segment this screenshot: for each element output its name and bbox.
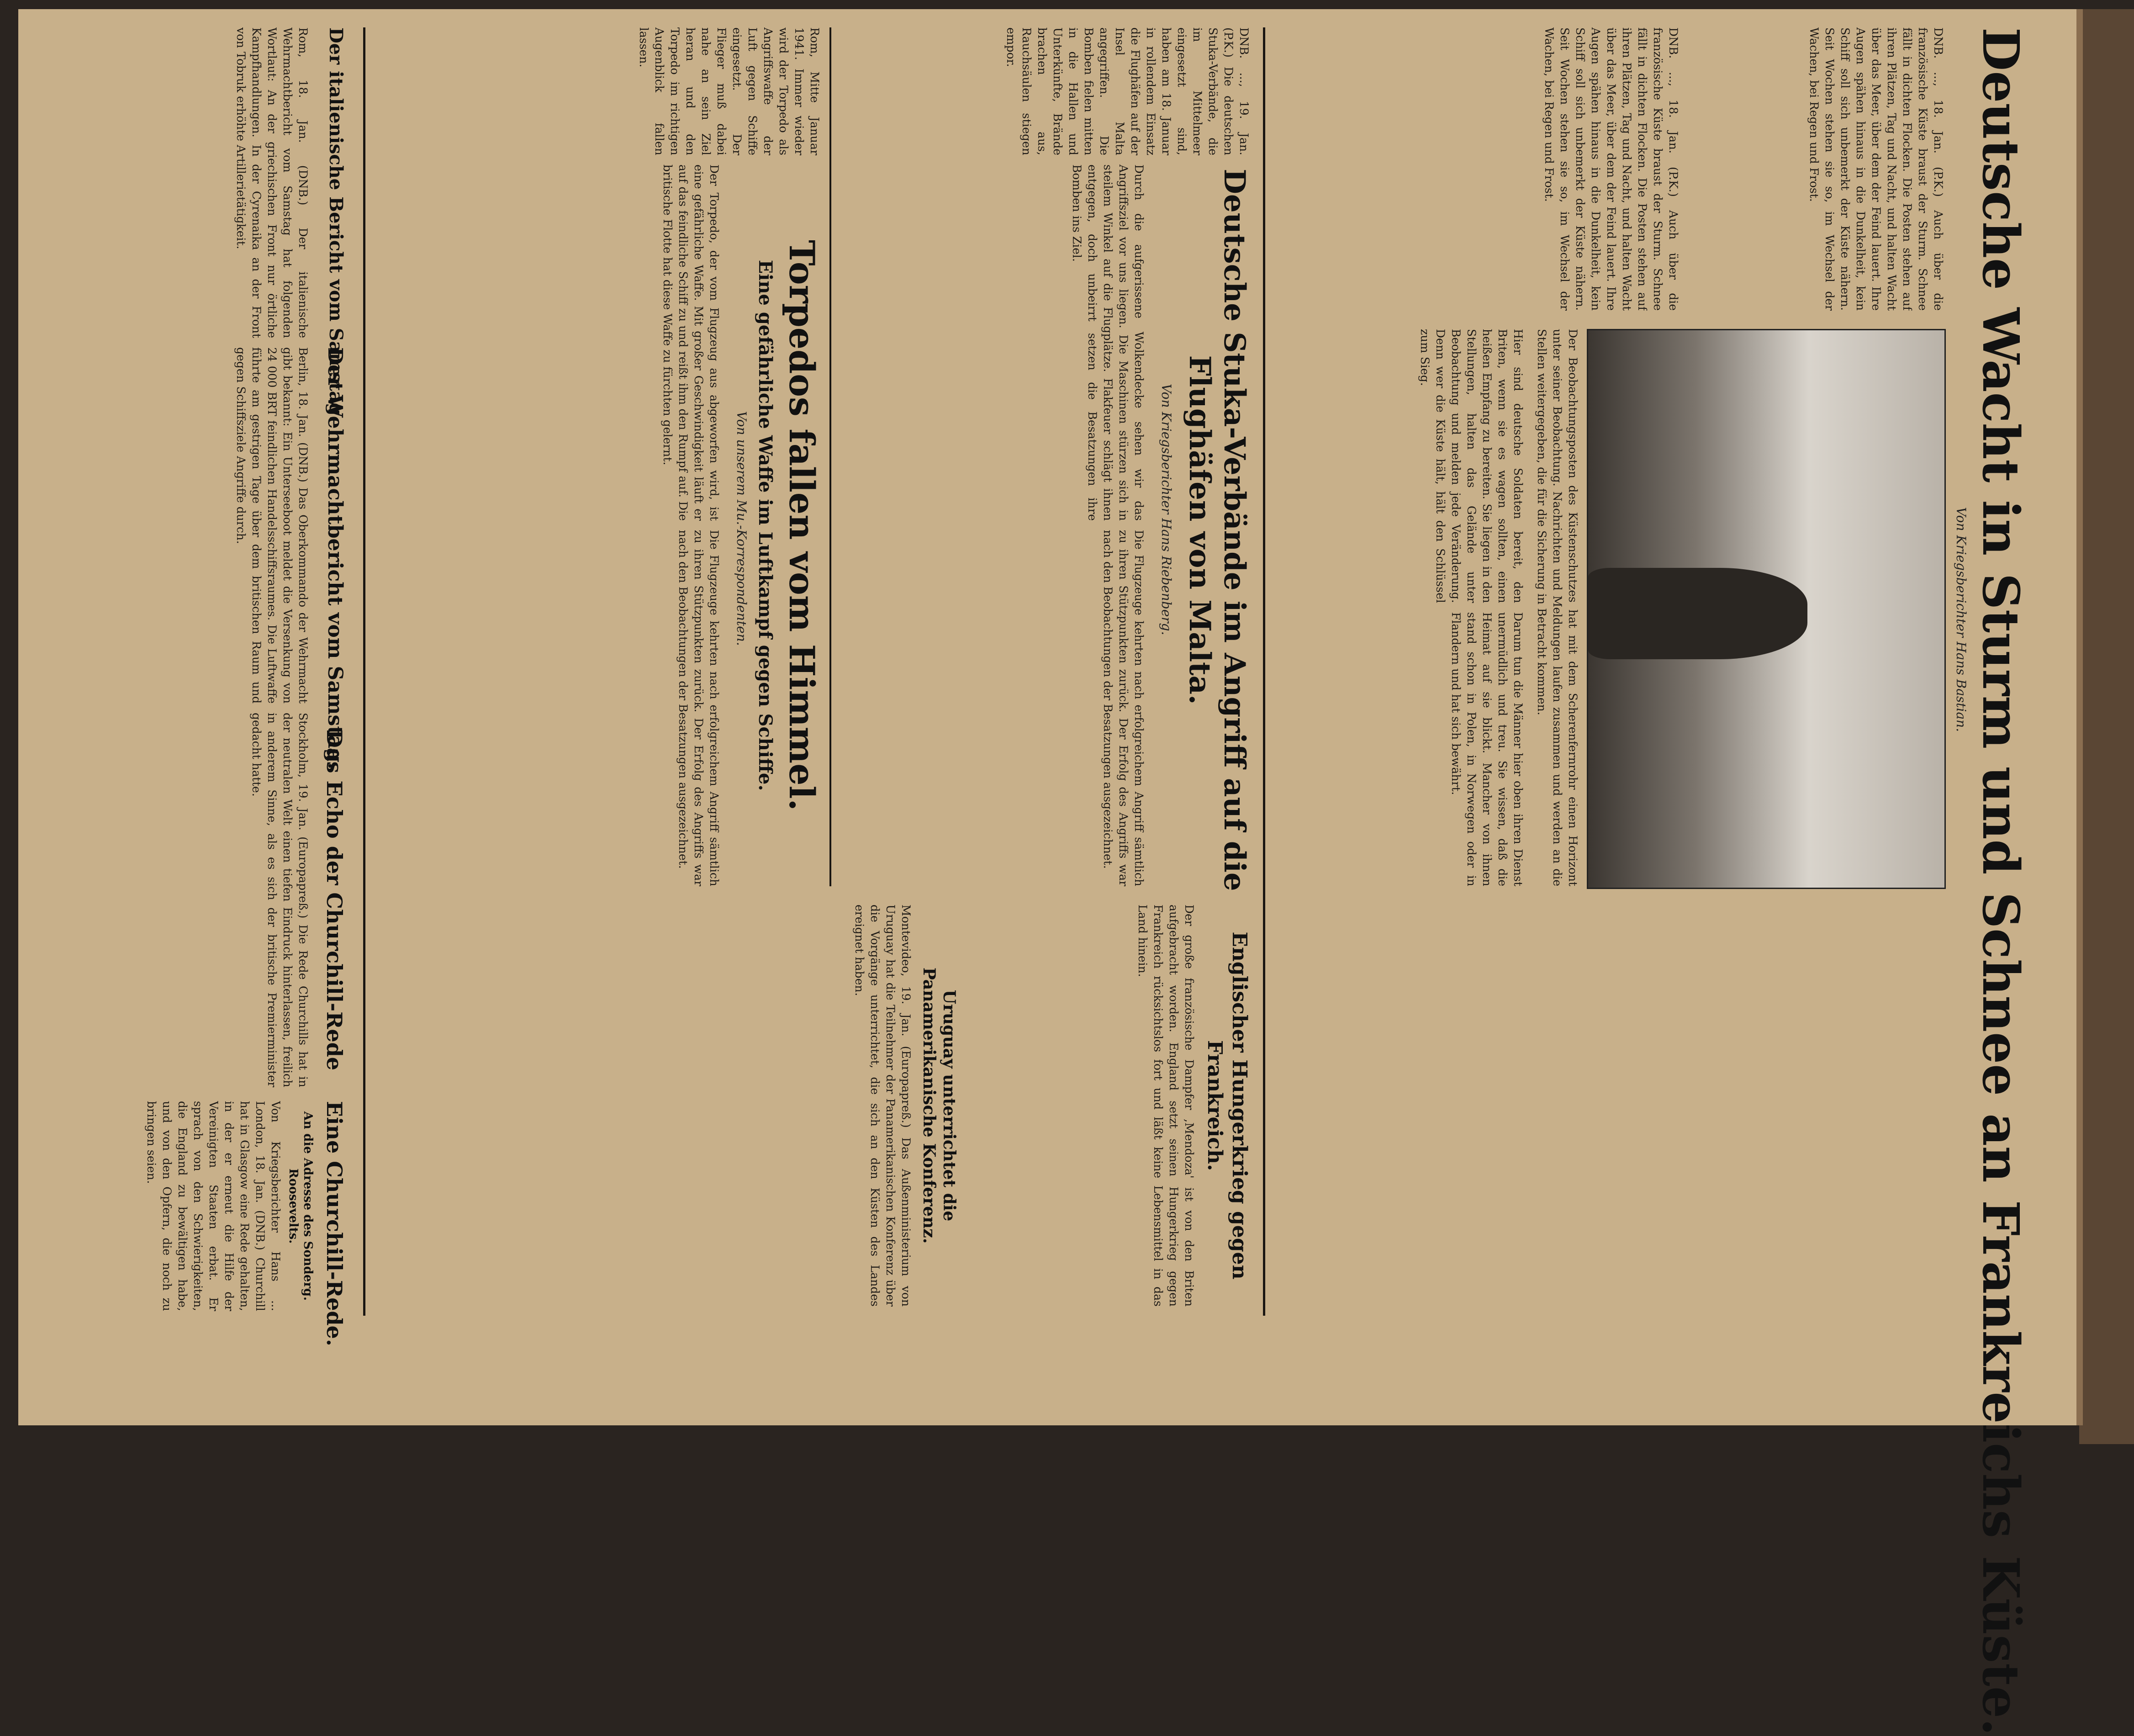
main-col-4: Darum tun die Männer hier oben ihren Dienst unermüdlich und treu. Sie wissen, daß die Heimat auf sie blickt. Mancher von ihnen stand schon in Polen, in Norwegen oder in Flandern und hat sich bewährt. — [1449, 612, 1525, 886]
byline-main: Von Kriegsberichter Hans Bastian. — [1954, 507, 1969, 732]
headline-echo: Das Echo der Churchill-Rede — [322, 729, 347, 1071]
headline-italien: Der italienische Bericht vom Samstag. — [325, 27, 347, 422]
headline-hungerkrieg: Englischer Hungerkrieg gegen Frankreich. — [1203, 932, 1251, 1280]
left-col-1: Von Kriegsberichter Hans ... London, 18. Jan. (DNB.) Churchill hat in Glasgow eine Rede gehalten, in der er erneut die Hilfe der Vereinigten Staaten erbat. Er sprach von den Schwierigkeiten, die England zu bewältigen habe, und von den Opfern, die noch zu bringen seien. — [145, 1101, 282, 1311]
page-edge — [2079, 9, 2134, 1444]
subhead-torpedo: Eine gefährliche Waffe im Luftkampf gegen Schiffe. — [755, 259, 776, 791]
main-col-3: Hier sind deutsche Soldaten bereit, den Briten, wenn sie es wagen sollten, einen heißen Empfang zu bereiten. Sie liegen in den Stellungen, halten das Gelände unter Beobachtung und melden jede Veränderung. Denn wer die Küste hält, hält den Schlüssel zum Sieg. — [1418, 329, 1525, 603]
headline-wehrmacht: Der Wehrmachtbericht vom Samstag. — [323, 347, 347, 770]
byline-torpedo: Von unserem Mu.-Korrespondenten. — [734, 411, 749, 646]
subhead-churchill-rede: An die Adresse des Sonderg. Roosevelts. — [286, 1111, 315, 1301]
main-col-5: DNB. ..., 18. Jan. (P.K.) Auch über die französische Küste braust der Sturm. Schnee fällt in dichten Flocken. Die Posten stehen auf ihren Plätzen, Tag und Nacht, und halten Wacht über das Meer, über dem der Feind lauert. Ihre Augen spähen hinaus in die Dunkelheit, kein Schiff soll sich unbemerkt der Küste nähern. Seit Wochen stehen sie so, im Wechsel der Wachen, bei Regen und Frost. — [1542, 27, 1680, 311]
headline-stuka: Deutsche Stuka-Verbände im Angriff auf die Flughäfen von Malta. — [1183, 169, 1252, 891]
newspaper-page — [18, 9, 2083, 1736]
divider-left — [363, 27, 365, 1316]
divider-torpedo — [829, 27, 831, 886]
left-col-2: Stockholm, 19. Jan. (Europapreß.) Die Rede Churchills hat in der neutralen Welt einen tiefen Eindruck hinterlassen, freilich in anderem Sinne, als es sich der britische Premierminister gedacht hatte. — [250, 713, 310, 1087]
hunger-col-2: Montevideo, 19. Jan. (Europapreß.) Das Außenministerium von Uruguay hat die Teilnehmer der Panamerikanischen Konferenz über die Vorgänge unterrichtet, die sich an den Küsten des Landes ereignet haben. — [853, 905, 913, 1307]
hunger-col-1: Der große französische Dampfer ,Mendoza' ist von den Briten aufgebracht worden. England setzt seinen Hungerkrieg gegen Frankreich rücksichtslos fort und läßt keine Lebensmittel in das Land hinein. — [1136, 905, 1196, 1307]
rotated-content — [50, 27, 2037, 1736]
headline-churchill-rede: Eine Churchill-Rede. — [322, 1101, 347, 1346]
divider-main — [1263, 27, 1265, 1316]
stuka-col-1: DNB. ..., 19. Jan. (P.K.) Die deutschen Stuka-Verbände, die im Mittelmeer eingesetzt sind, haben am 18. Januar in rollendem Einsatz die Flughäfen auf der Insel Malta angegriffen. Die Bomben fielen mitten in die Hallen und Unterkünfte, Brände brachen aus, Rauchsäulen stiegen empor. — [1004, 27, 1251, 155]
headline-torpedo: Torpedos fallen vom Himmel. — [782, 240, 822, 811]
main-col-1: DNB. ..., 18. Jan. (P.K.) Auch über die französische Küste braust der Sturm. Schnee fällt in dichten Flocken. Die Posten stehen auf ihren Plätzen, Tag und Nacht, und halten Wacht über das Meer, über dem der Feind lauert. Ihre Augen spähen hinaus in die Dunkelheit, kein Schiff soll sich unbemerkt der Küste nähern. Seit Wochen stehen sie so, im Wechsel der Wachen, bei Regen und Frost. — [1807, 27, 1945, 311]
torpedo-col-2: Der Torpedo, der vom Flugzeug aus abgeworfen wird, ist eine gefährliche Waffe. Mit großer Geschwindigkeit läuft er auf das feindliche Schiff zu und reißt ihm den Rumpf auf. Die britische Flotte hat diese Waffe zu fürchten gelernt. — [661, 164, 721, 521]
headline-main: Deutsche Wacht in Sturm und Schnee an Frankreichs Küste. — [1971, 27, 2030, 1736]
stuka-col-3: Die Flugzeuge kehrten nach erfolgreichem Angriff sämtlich zu ihren Stützpunkten zurück. Der Erfolg des Angriffs war nach den Beobachtungen der Besatzungen ausgezeichnet. — [1101, 530, 1146, 886]
left-col-4: Rom, 18. Jan. (DNB.) Der italienische Wehrmachtbericht vom Samstag hat folgenden Wortlaut: An der griechischen Front nur örtliche Kampfhandlungen. In der Cyrenaika an der Front von Tobruk erhöhte Artillerietätigkeit. — [234, 27, 310, 338]
byline-stuka: Von Kriegsberichter Hans Riebenberg. — [1159, 384, 1174, 635]
stuka-col-2: Durch die aufgerissene Wolkendecke sehen wir das Angriffsziel vor uns liegen. Die Maschinen stürzen sich in steilem Winkel auf die Flugplätze. Flakfeuer schlägt ihnen entgegen, doch unbeirrt setzen die Besatzungen ihre Bomben ins Ziel. — [1070, 164, 1146, 521]
torpedo-col-3: Die Flugzeuge kehrten nach erfolgreichem Angriff sämtlich zu ihren Stützpunkten zurück. Der Erfolg des Angriffs war nach den Beobachtungen der Besatzungen ausgezeichnet. — [676, 530, 721, 886]
figure-guard — [1588, 568, 1807, 659]
left-col-3: Berlin, 18. Jan. (DNB.) Das Oberkommando der Wehrmacht gibt bekannt: Ein Unterseeboot meldet die Versenkung von 24 000 BRT feindlichen Handelsschiffsraumes. Die Luftwaffe führte am gestrigen Tage über dem britischen Raum und gegen Schiffsziele Angriffe durch. — [234, 347, 310, 704]
headline-uruguay: Uruguay unterrichtet die Panamerikanische Konferenz. — [919, 967, 959, 1244]
torpedo-col-1: Rom, Mitte Januar 1941. Immer wieder wird der Torpedo als Angriffswaffe der Luft gegen Schiffe eingesetzt. Der Flieger muß dabei nahe an sein Ziel heran und den Torpedo im richtigen Augenblick fallen lassen. — [637, 27, 821, 155]
photo-coast-guard — [1587, 329, 1946, 889]
main-col-2: Der Beobachtungsposten des Küstenschutzes hat mit dem Scherenfernrohr einen Horizont unter seiner Beobachtung. Nachrichten und Meldungen laufen zusammen und werden an die Stellen weitergegeben, die für die Sicherung in Betracht kommen. — [1535, 329, 1579, 886]
